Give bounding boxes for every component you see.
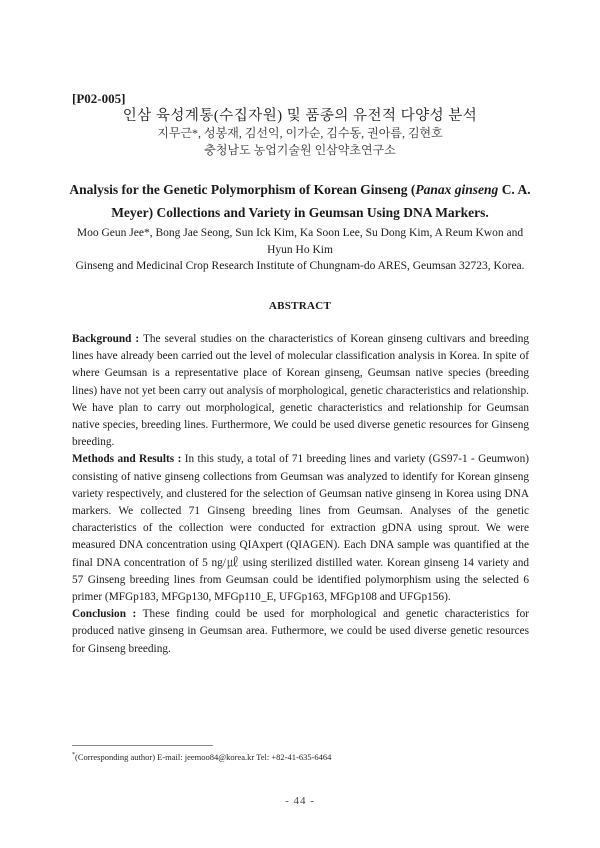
english-authors: Moo Geun Jee*, Bong Jae Seong, Sun Ick Kim, Ka Soon Lee, Su Dong Kim, A Reum Kwon and Hyun Ho Kim — [76, 227, 524, 256]
conclusion-label: Conclusion : — [72, 608, 143, 621]
methods-text: In this study, a total of 71 breeding lines and variety (GS97-1 - Geumwon) consisting of native ginseng collections from Geumsan was analyzed to identify for Korean ginseng variety respectively, and clustered for the selection of Geumsan native ginseng in Korea using DNA markers. We collected 71 Ginseng breeding lines from Geumsan. Analyses of the genetic characteristics of the collection were conducted for extraction gDNA using sprout. We were measured DNA concentration using QIAxpert (QIAGEN). Each DNA sample was quantified at the final DNA concentration of 5 ng/㎕ using sterilized distilled water. Korean ginseng 14 variety and 57 Ginseng breeding lines from Geumsan could be identified polymorphism using the selected 6 primer (MFGp183, MFGp130, MFGp110_E, UFGp163, MFGp108 and UFGp156). — [72, 453, 529, 604]
species-name: Panax ginseng — [415, 182, 499, 197]
abstract-body — [72, 331, 529, 658]
english-title-part1: Analysis for the Genetic Polymorphism of Korean Ginseng ( — [69, 182, 416, 197]
english-institution: Ginseng and Medicinal Crop Research Institute of Chungnam-do ARES, Geumsan 32723, Korea. — [75, 260, 525, 272]
footnote — [72, 752, 331, 762]
background-text: The several studies on the characteristics of Korean ginseng cultivars and breeding lines have already been carried out the level of molecular classification analysis in Korea. In spite of where Geumsan is a representative place of Korean ginseng, Geumsan native species (breeding lines) have not yet been carry out analysis of morphological, genetic characteristics and relationship. We have plan to carry out morphological, genetic characteristics and relationship for Geumsan native species, breeding lines. Furthermore, We could be used diverse genetic resources for Ginseng breeding. — [72, 333, 529, 449]
methods-paragraph — [72, 451, 529, 606]
english-title-part2: C. A. Meyer) Collections and Variety in Geumsan Using DNA Markers. — [111, 182, 531, 220]
footnote-text: (Corresponding author) E-mail: jeemoo84@korea.kr Tel: +82-41-635-6464 — [75, 752, 332, 762]
footnote-divider — [72, 745, 213, 746]
background-label: Background : — [72, 333, 143, 345]
methods-label: Methods and Results : — [72, 453, 185, 466]
abstract-heading: ABSTRACT — [268, 300, 332, 312]
korean-authors: 지무근*, 성봉재, 김선익, 이가순, 김수동, 권아름, 김현호 — [157, 126, 443, 140]
english-title — [66, 178, 534, 224]
korean-institution: 충청남도 농업기술원 인삼약초연구소 — [204, 143, 396, 157]
conclusion-text: These finding could be used for morphological and genetic characteristics for produced native ginseng in Geumsan area. Futhermore, we could be used diverse genetic resources for Ginseng breeding. — [72, 608, 529, 655]
paper-code: [P02-005] — [72, 91, 126, 106]
background-paragraph — [72, 331, 529, 451]
page-number: - 44 - — [285, 795, 315, 807]
conclusion-paragraph — [72, 606, 529, 658]
korean-title: 인삼 육성계통(수집자원) 및 품종의 유전적 다양성 분석 — [122, 108, 478, 124]
footnote-marker: * — [72, 752, 75, 759]
